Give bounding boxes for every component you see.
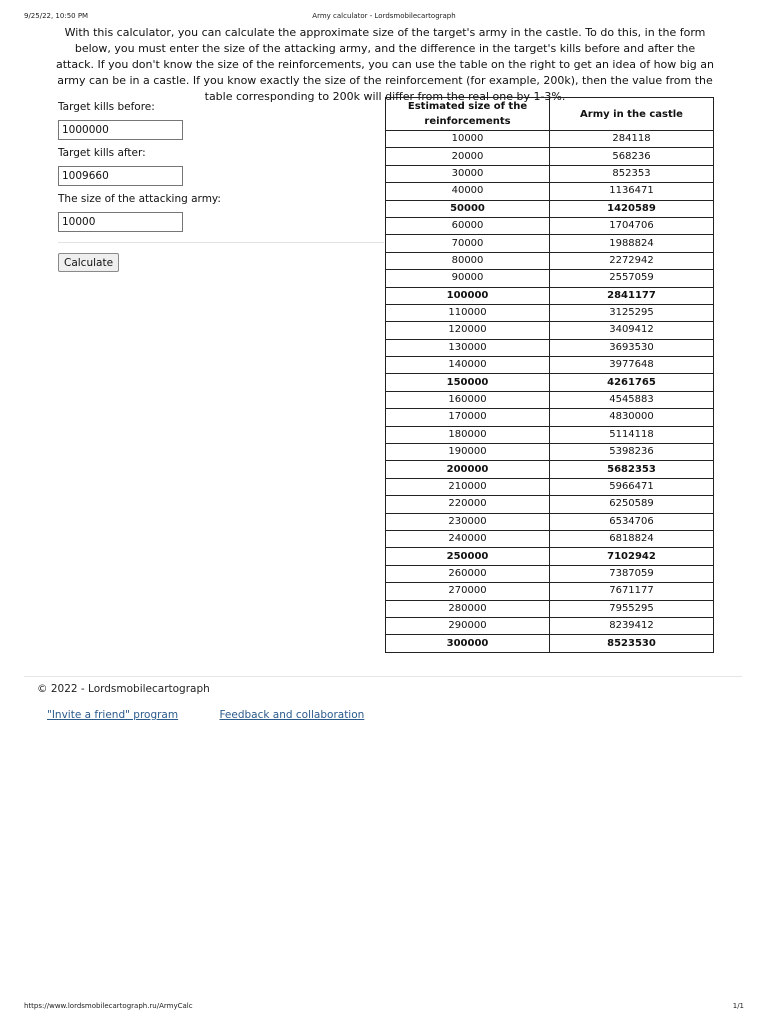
castle-army-cell: 852353 bbox=[550, 165, 714, 182]
table-row bbox=[386, 565, 714, 582]
table-row bbox=[386, 444, 714, 461]
table-row bbox=[386, 322, 714, 339]
castle-army-cell: 8523530 bbox=[550, 635, 714, 652]
reinforcement-size-cell: 140000 bbox=[386, 357, 550, 374]
column-header-reinforcements: Estimated size of the reinforcements bbox=[386, 98, 550, 131]
table-row bbox=[386, 617, 714, 634]
castle-army-cell: 3125295 bbox=[550, 304, 714, 321]
reinforcement-size-cell: 50000 bbox=[386, 200, 550, 217]
reinforcement-size-cell: 40000 bbox=[386, 183, 550, 200]
intro-text: With this calculator, you can calculate the approximate size of the target's army in the castle. To do this, in the form below, you must enter the size of the attacking army, and the difference in the target's kills before and after the attack. If you don't know the size of the reinforcements, you can use the table on the right to get an idea of how big an army can be in a castle. If you know exactly the size of the reinforcement (for example, 200k), then the value from the table corresponding to 200k will differ from the real one by 1-3%. bbox=[55, 26, 714, 103]
table-row bbox=[386, 252, 714, 269]
castle-army-cell: 2557059 bbox=[550, 270, 714, 287]
table-row bbox=[386, 339, 714, 356]
castle-army-cell: 5114118 bbox=[550, 426, 714, 443]
column-header-army: Army in the castle bbox=[550, 98, 714, 131]
castle-army-cell: 8239412 bbox=[550, 617, 714, 634]
kills-before-label: Target kills before: bbox=[58, 101, 155, 113]
table-row bbox=[386, 548, 714, 565]
table-row bbox=[386, 600, 714, 617]
table-row bbox=[386, 131, 714, 148]
reinforcement-size-cell: 210000 bbox=[386, 478, 550, 495]
print-url: https://www.lordsmobilecartograph.ru/ArmyCalc bbox=[24, 1002, 193, 1010]
table-row bbox=[386, 235, 714, 252]
reinforcement-size-cell: 300000 bbox=[386, 635, 550, 652]
reinforcement-size-cell: 60000 bbox=[386, 217, 550, 234]
attacking-army-input[interactable] bbox=[58, 212, 183, 232]
castle-army-cell: 1136471 bbox=[550, 183, 714, 200]
table-row bbox=[386, 496, 714, 513]
castle-army-cell: 5682353 bbox=[550, 461, 714, 478]
table-row bbox=[386, 183, 714, 200]
table-row bbox=[386, 478, 714, 495]
castle-army-cell: 3693530 bbox=[550, 339, 714, 356]
reinforcement-size-cell: 90000 bbox=[386, 270, 550, 287]
table-row bbox=[386, 217, 714, 234]
castle-army-cell: 5966471 bbox=[550, 478, 714, 495]
table-row bbox=[386, 426, 714, 443]
castle-army-cell: 1420589 bbox=[550, 200, 714, 217]
reinforcement-size-cell: 10000 bbox=[386, 131, 550, 148]
reinforcement-size-cell: 240000 bbox=[386, 530, 550, 547]
reinforcement-size-cell: 70000 bbox=[386, 235, 550, 252]
castle-army-cell: 5398236 bbox=[550, 444, 714, 461]
table-row bbox=[386, 409, 714, 426]
reinforcement-size-cell: 30000 bbox=[386, 165, 550, 182]
reinforcement-size-cell: 170000 bbox=[386, 409, 550, 426]
kills-after-label: Target kills after: bbox=[58, 147, 146, 159]
attacking-army-label: The size of the attacking army: bbox=[58, 193, 221, 205]
reinforcements-table bbox=[385, 97, 714, 653]
reinforcement-size-cell: 230000 bbox=[386, 513, 550, 530]
reinforcement-size-cell: 160000 bbox=[386, 391, 550, 408]
calculate-button[interactable]: Calculate bbox=[58, 253, 119, 272]
castle-army-cell: 3409412 bbox=[550, 322, 714, 339]
reinforcement-size-cell: 260000 bbox=[386, 565, 550, 582]
castle-army-cell: 568236 bbox=[550, 148, 714, 165]
table-row bbox=[386, 148, 714, 165]
castle-army-cell: 7102942 bbox=[550, 548, 714, 565]
reinforcement-size-cell: 290000 bbox=[386, 617, 550, 634]
reinforcement-size-cell: 110000 bbox=[386, 304, 550, 321]
table-row bbox=[386, 165, 714, 182]
kills-before-input[interactable] bbox=[58, 120, 183, 140]
reinforcement-size-cell: 80000 bbox=[386, 252, 550, 269]
castle-army-cell: 2841177 bbox=[550, 287, 714, 304]
print-date: 9/25/22, 10:50 PM bbox=[24, 12, 89, 20]
table-row bbox=[386, 635, 714, 652]
reinforcement-size-cell: 130000 bbox=[386, 339, 550, 356]
reinforcement-size-cell: 220000 bbox=[386, 496, 550, 513]
castle-army-cell: 4545883 bbox=[550, 391, 714, 408]
reinforcement-size-cell: 250000 bbox=[386, 548, 550, 565]
castle-army-cell: 7387059 bbox=[550, 565, 714, 582]
table-row bbox=[386, 374, 714, 391]
castle-army-cell: 4261765 bbox=[550, 374, 714, 391]
print-page-number: 1/1 bbox=[732, 1002, 744, 1010]
reinforcement-size-cell: 20000 bbox=[386, 148, 550, 165]
castle-army-cell: 6818824 bbox=[550, 530, 714, 547]
army-calculator-form bbox=[58, 100, 384, 272]
castle-army-cell: 1704706 bbox=[550, 217, 714, 234]
reinforcement-size-cell: 150000 bbox=[386, 374, 550, 391]
table-body bbox=[386, 131, 714, 653]
castle-army-cell: 3977648 bbox=[550, 357, 714, 374]
invite-friend-link[interactable]: "Invite a friend" program bbox=[47, 709, 179, 721]
castle-army-cell: 6250589 bbox=[550, 496, 714, 513]
table-header-row bbox=[386, 98, 714, 131]
castle-army-cell: 2272942 bbox=[550, 252, 714, 269]
print-header bbox=[24, 12, 744, 24]
reinforcement-size-cell: 120000 bbox=[386, 322, 550, 339]
reinforcement-size-cell: 270000 bbox=[386, 583, 550, 600]
table-row bbox=[386, 530, 714, 547]
castle-army-cell: 7671177 bbox=[550, 583, 714, 600]
castle-army-cell: 6534706 bbox=[550, 513, 714, 530]
reinforcement-size-cell: 100000 bbox=[386, 287, 550, 304]
footer-links bbox=[47, 709, 402, 721]
table-row bbox=[386, 461, 714, 478]
footer-divider bbox=[24, 676, 742, 677]
table-row bbox=[386, 200, 714, 217]
table-row bbox=[386, 391, 714, 408]
reinforcement-size-cell: 190000 bbox=[386, 444, 550, 461]
castle-army-cell: 284118 bbox=[550, 131, 714, 148]
kills-after-input[interactable] bbox=[58, 166, 183, 186]
castle-army-cell: 1988824 bbox=[550, 235, 714, 252]
print-title: Army calculator - Lordsmobilecartograph bbox=[312, 12, 456, 20]
table-row bbox=[386, 513, 714, 530]
form-divider bbox=[58, 242, 384, 243]
castle-army-cell: 7955295 bbox=[550, 600, 714, 617]
copyright-text: © 2022 - Lordsmobilecartograph bbox=[37, 683, 210, 695]
feedback-link[interactable]: Feedback and collaboration bbox=[219, 709, 365, 721]
reinforcement-size-cell: 280000 bbox=[386, 600, 550, 617]
table-row bbox=[386, 270, 714, 287]
reinforcement-size-cell: 200000 bbox=[386, 461, 550, 478]
table-row bbox=[386, 304, 714, 321]
table-row bbox=[386, 287, 714, 304]
reinforcement-size-cell: 180000 bbox=[386, 426, 550, 443]
castle-army-cell: 4830000 bbox=[550, 409, 714, 426]
table-row bbox=[386, 357, 714, 374]
print-footer bbox=[24, 1002, 744, 1010]
table-row bbox=[386, 583, 714, 600]
